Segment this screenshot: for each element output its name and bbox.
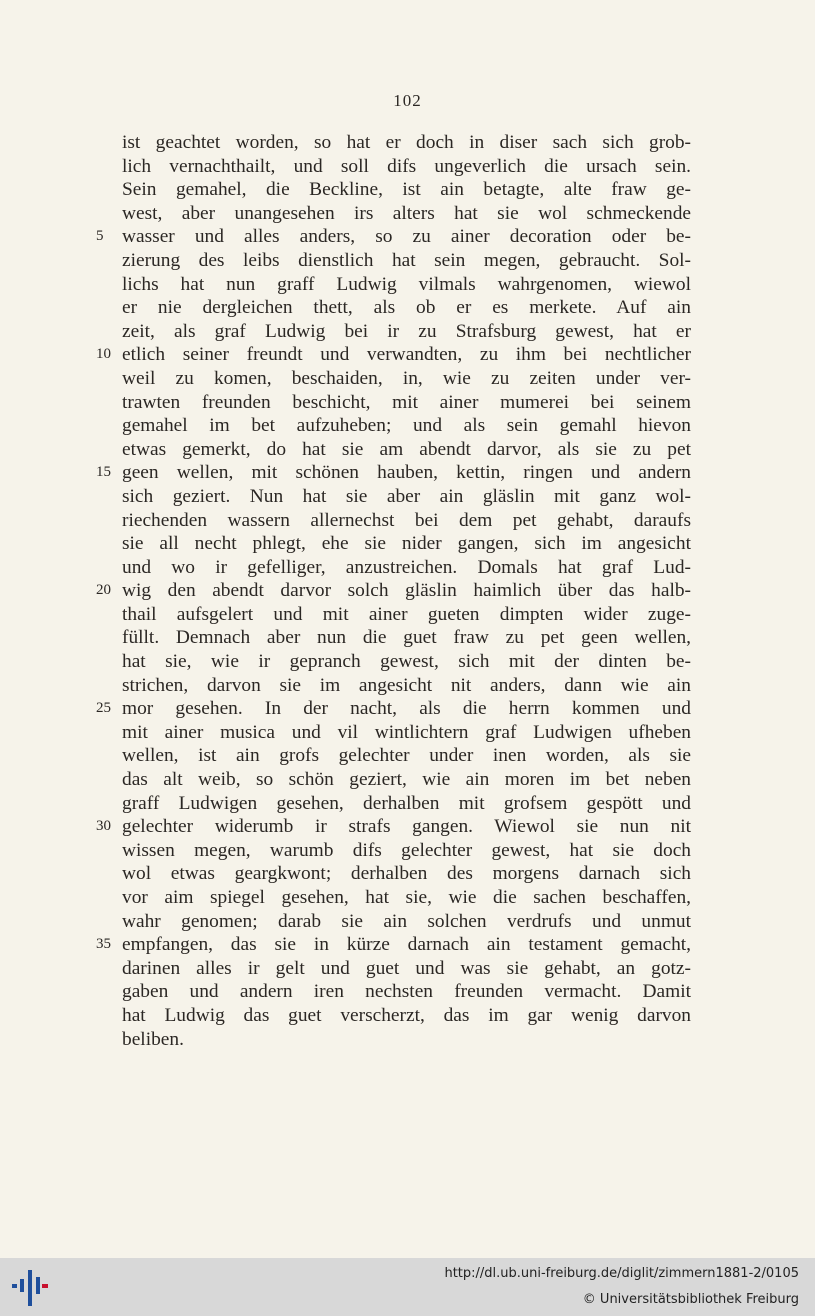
line-number: 30 <box>96 818 111 835</box>
line-text: lich vernachthailt, und soll difs ungeverlich die ursach sein. <box>122 155 691 177</box>
line-text: empfangen, das sie in kürze darnach ain testament gemacht, <box>122 934 691 956</box>
line-text: riechenden wassern allernechst bei dem pet gehabt, daraufs <box>122 509 691 531</box>
text-line <box>0 509 815 533</box>
text-line <box>0 343 815 367</box>
line-text: hat Ludwig das guet verscherzt, das im gar wenig darvon <box>122 1004 691 1026</box>
text-line <box>0 273 815 297</box>
line-number: 20 <box>96 582 111 599</box>
text-line <box>0 131 815 155</box>
text-line <box>0 296 815 320</box>
ub-freiburg-logo-icon[interactable] <box>10 1268 52 1308</box>
line-text: wissen megen, warumb difs gelechter gewest, hat sie doch <box>122 839 691 861</box>
line-text: zeit, als graf Ludwig bei ir zu Strafsburg gewest, hat er <box>122 320 691 342</box>
line-text: graff Ludwigen gesehen, derhalben mit grofsem gespött und <box>122 792 691 814</box>
line-text: das alt weib, so schön geziert, wie ain moren im bet neben <box>122 769 691 791</box>
line-text: wahr genomen; darab sie ain solchen verdrufs und unmut <box>122 910 691 932</box>
text-line <box>0 367 815 391</box>
text-line <box>0 862 815 886</box>
text-line <box>0 957 815 981</box>
line-text: etlich seiner freundt und verwandten, zu ihm bei nechtlicher <box>122 344 691 366</box>
viewer-footer <box>0 1258 815 1316</box>
line-text: trawten freunden beschicht, mit ainer mumerei bei seinem <box>122 391 691 413</box>
line-number: 10 <box>96 346 111 363</box>
line-number: 35 <box>96 936 111 953</box>
text-line <box>0 768 815 792</box>
text-line <box>0 438 815 462</box>
line-text: sie all necht phlegt, ehe sie nider gangen, sich im angesicht <box>122 533 691 555</box>
line-text: beliben. <box>122 1028 184 1050</box>
text-line <box>0 839 815 863</box>
permalink-url[interactable]: http://dl.ub.uni-freiburg.de/diglit/zimmern1881-2/0105 <box>444 1266 799 1281</box>
text-line <box>0 579 815 603</box>
text-line <box>0 225 815 249</box>
text-line <box>0 461 815 485</box>
line-text: strichen, darvon sie im angesicht nit anders, dann wie ain <box>122 674 691 696</box>
line-text: gelechter widerumb ir strafs gangen. Wiewol sie nun nit <box>122 816 691 838</box>
text-line <box>0 626 815 650</box>
line-text: thail aufsgelert und mit ainer gueten dimpten wider zuge- <box>122 603 691 625</box>
line-text: und wo ir gefelliger, anzustreichen. Domals hat graf Lud- <box>122 556 691 578</box>
line-text: Sein gemahel, die Beckline, ist ain betagte, alte fraw ge- <box>122 179 691 201</box>
line-text: wasser und alles anders, so zu ainer decoration oder be- <box>122 226 691 248</box>
text-line <box>0 792 815 816</box>
line-text: gemahel im bet aufzuheben; und als sein gemahl hievon <box>122 415 691 437</box>
line-text: ist geachtet worden, so hat er doch in diser sach sich grob- <box>122 132 691 153</box>
line-text: hat sie, wie ir gepranch gewest, sich mit der dinten be- <box>122 651 691 673</box>
line-text: er nie dergleichen thett, als ob er es merkete. Auf ain <box>122 297 691 319</box>
text-line <box>0 721 815 745</box>
line-text: zierung des leibs dienstlich hat sein megen, gebraucht. Sol- <box>122 249 691 271</box>
line-text: gaben und andern iren nechsten freunden vermacht. Damit <box>122 981 691 1003</box>
text-line <box>0 697 815 721</box>
text-line <box>0 202 815 226</box>
line-text: mit ainer musica und vil wintlichtern graf Ludwigen ufheben <box>122 721 691 743</box>
text-line <box>0 178 815 202</box>
line-text: mor gesehen. In der nacht, als die herrn kommen und <box>122 698 691 720</box>
text-line <box>0 485 815 509</box>
text-line <box>0 414 815 438</box>
line-text: lichs hat nun graff Ludwig vilmals wahrgenomen, wiewol <box>122 273 691 295</box>
line-number: 5 <box>96 228 104 245</box>
line-text: west, aber unangesehen irs alters hat sie wol schmeckende <box>122 202 691 224</box>
line-text: wellen, ist ain grofs gelechter under inen worden, als sie <box>122 745 691 767</box>
text-line <box>0 532 815 556</box>
line-text: geen wellen, mit schönen hauben, kettin, ringen und andern <box>122 462 691 484</box>
text-line <box>0 933 815 957</box>
text-line <box>0 650 815 674</box>
line-text: wig den abendt darvor solch gläslin haimlich über das halb- <box>122 580 691 602</box>
text-line <box>0 744 815 768</box>
text-line <box>0 886 815 910</box>
text-block <box>0 131 815 1051</box>
text-line <box>0 155 815 179</box>
text-line <box>0 1028 815 1052</box>
page-number: 102 <box>393 91 422 110</box>
text-line <box>0 391 815 415</box>
text-line <box>0 320 815 344</box>
text-line <box>0 980 815 1004</box>
line-text: weil zu komen, beschaiden, in, wie zu zeiten under ver- <box>122 367 691 389</box>
copyright-notice: © Universitätsbibliothek Freiburg <box>582 1292 799 1307</box>
line-text: wol etwas geargkwont; derhalben des morgens darnach sich <box>122 863 691 885</box>
line-number: 15 <box>96 464 111 481</box>
line-text: darinen alles ir gelt und guet und was sie gehabt, an gotz- <box>122 957 691 979</box>
line-text: sich geziert. Nun hat sie aber ain gläslin mit ganz wol- <box>122 485 691 507</box>
line-number: 25 <box>96 700 111 717</box>
text-line <box>0 1004 815 1028</box>
text-line <box>0 603 815 627</box>
text-line <box>0 910 815 934</box>
text-line <box>0 249 815 273</box>
line-text: füllt. Demnach aber nun die guet fraw zu pet geen wellen, <box>122 627 691 649</box>
text-line <box>0 815 815 839</box>
line-text: vor aim spiegel gesehen, hat sie, wie die sachen beschaffen, <box>122 887 691 908</box>
line-text: etwas gemerkt, do hat sie am abendt darvor, als sie zu pet <box>122 438 691 460</box>
text-line <box>0 674 815 698</box>
text-line <box>0 556 815 580</box>
